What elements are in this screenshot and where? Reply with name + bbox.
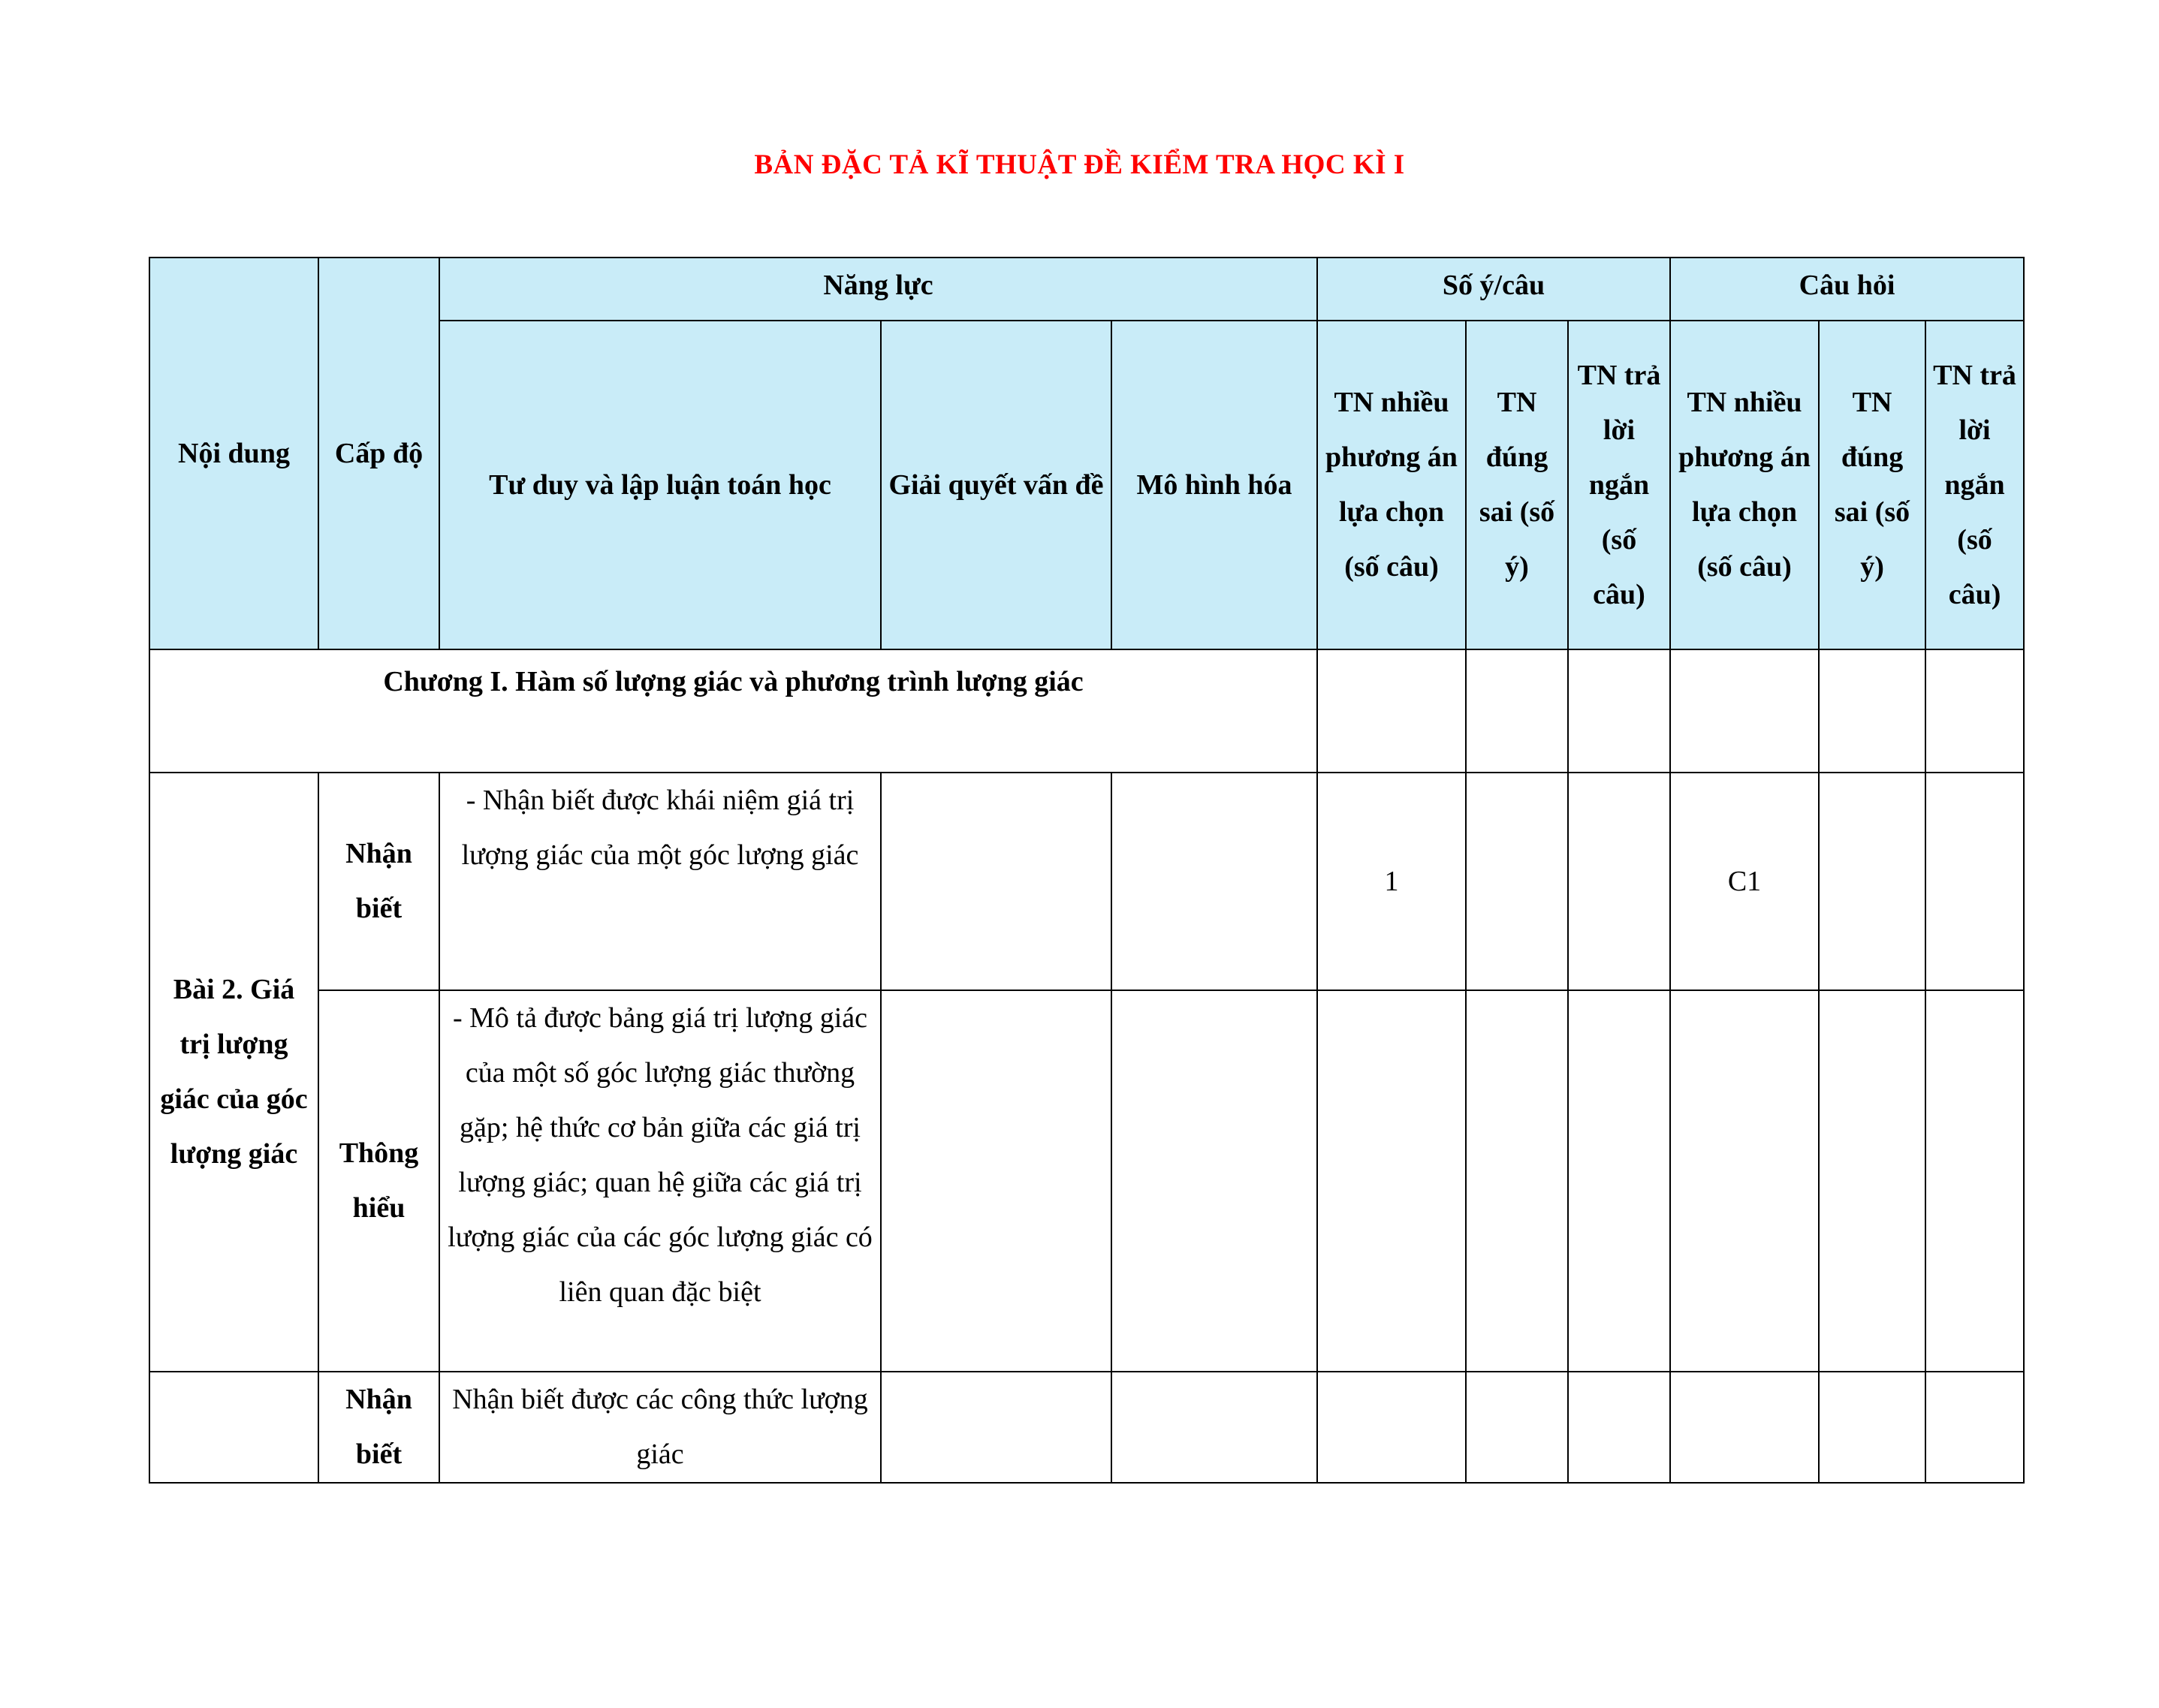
table-cell	[1568, 649, 1670, 773]
header-noi-dung: Nội dung	[149, 258, 318, 649]
table-cell	[1819, 649, 1925, 773]
row-giai-quyet	[881, 990, 1111, 1372]
row-giai-quyet	[881, 773, 1111, 990]
document-title: BẢN ĐẶC TẢ KĨ THUẬT ĐỀ KIỂM TRA HỌC KÌ I	[754, 149, 1405, 180]
row-cau-tn-nhieu	[1670, 1372, 1819, 1483]
header-so-tn-nhieu: TN nhiều phương án lựa chọn (số câu)	[1317, 321, 1466, 649]
row-cap-do: Thông hiểu	[318, 990, 439, 1372]
header-so-tn-tra-loi: TN trả lời ngắn (số câu)	[1568, 321, 1670, 649]
header-so-tn-dung-sai: TN đúng sai (số ý)	[1466, 321, 1568, 649]
row-tu-duy: - Mô tả được bảng giá trị lượng giác của một số góc lượng giác thường gặp; hệ thức cơ bản giữa các giá trị lượng giác; quan hệ giữa các giá trị lượng giác của các góc lượng giác có liên quan đặc biệt	[439, 990, 881, 1372]
header-mo-hinh: Mô hình hóa	[1111, 321, 1317, 649]
row-giai-quyet	[881, 1372, 1111, 1483]
row-so-tn-tra-loi	[1568, 990, 1670, 1372]
row-mo-hinh	[1111, 1372, 1317, 1483]
table-row	[149, 990, 2024, 1372]
header-cau-tn-tra-loi: TN trả lời ngắn (số câu)	[1925, 321, 2024, 649]
header-so-y-cau: Số ý/câu	[1317, 258, 1670, 321]
row-cau-tn-dung-sai	[1819, 1372, 1925, 1483]
row-cau-tn-nhieu	[1670, 990, 1819, 1372]
specification-table	[149, 257, 2025, 1484]
table-row	[149, 773, 2024, 990]
row-so-tn-tra-loi	[1568, 773, 1670, 990]
row-cau-tn-dung-sai	[1819, 773, 1925, 990]
row-cau-tn-tra-loi	[1925, 1372, 2024, 1483]
row-cau-tn-nhieu: C1	[1670, 773, 1819, 990]
row-cau-tn-tra-loi	[1925, 773, 2024, 990]
row-so-tn-nhieu: 1	[1317, 773, 1466, 990]
row-so-tn-dung-sai	[1466, 1372, 1568, 1483]
row-cap-do: Nhận biết	[318, 773, 439, 990]
table-cell	[1670, 649, 1819, 773]
header-cap-do: Cấp độ	[318, 258, 439, 649]
row-tu-duy: Nhận biết được các công thức lượng giác	[439, 1372, 881, 1483]
row-so-tn-dung-sai	[1466, 990, 1568, 1372]
row-so-tn-dung-sai	[1466, 773, 1568, 990]
header-tu-duy: Tư duy và lập luận toán học	[439, 321, 881, 649]
header-nang-luc: Năng lực	[439, 258, 1317, 321]
header-cau-hoi: Câu hỏi	[1670, 258, 2024, 321]
chapter-heading: Chương I. Hàm số lượng giác và phương trình lượng giác	[149, 649, 1317, 773]
header-cau-tn-nhieu: TN nhiều phương án lựa chọn (số câu)	[1670, 321, 1819, 649]
row-cap-do: Nhận biết	[318, 1372, 439, 1483]
table-cell	[1925, 649, 2024, 773]
row-so-tn-nhieu	[1317, 1372, 1466, 1483]
table-cell	[1317, 649, 1466, 773]
row-so-tn-nhieu	[1317, 990, 1466, 1372]
table-cell	[1466, 649, 1568, 773]
row-tu-duy: - Nhận biết được khái niệm giá trị lượng giác của một góc lượng giác	[439, 773, 881, 990]
header-cau-tn-dung-sai: TN đúng sai (số ý)	[1819, 321, 1925, 649]
row-cau-tn-dung-sai	[1819, 990, 1925, 1372]
header-giai-quyet: Giải quyết vấn đề	[881, 321, 1111, 649]
row-noi-dung: Bài 2. Giá trị lượng giác của góc lượng giác	[149, 773, 318, 1372]
row-mo-hinh	[1111, 990, 1317, 1372]
row-cau-tn-tra-loi	[1925, 990, 2024, 1372]
row-so-tn-tra-loi	[1568, 1372, 1670, 1483]
table-row	[149, 1372, 2024, 1483]
row-noi-dung	[149, 1372, 318, 1483]
row-mo-hinh	[1111, 773, 1317, 990]
